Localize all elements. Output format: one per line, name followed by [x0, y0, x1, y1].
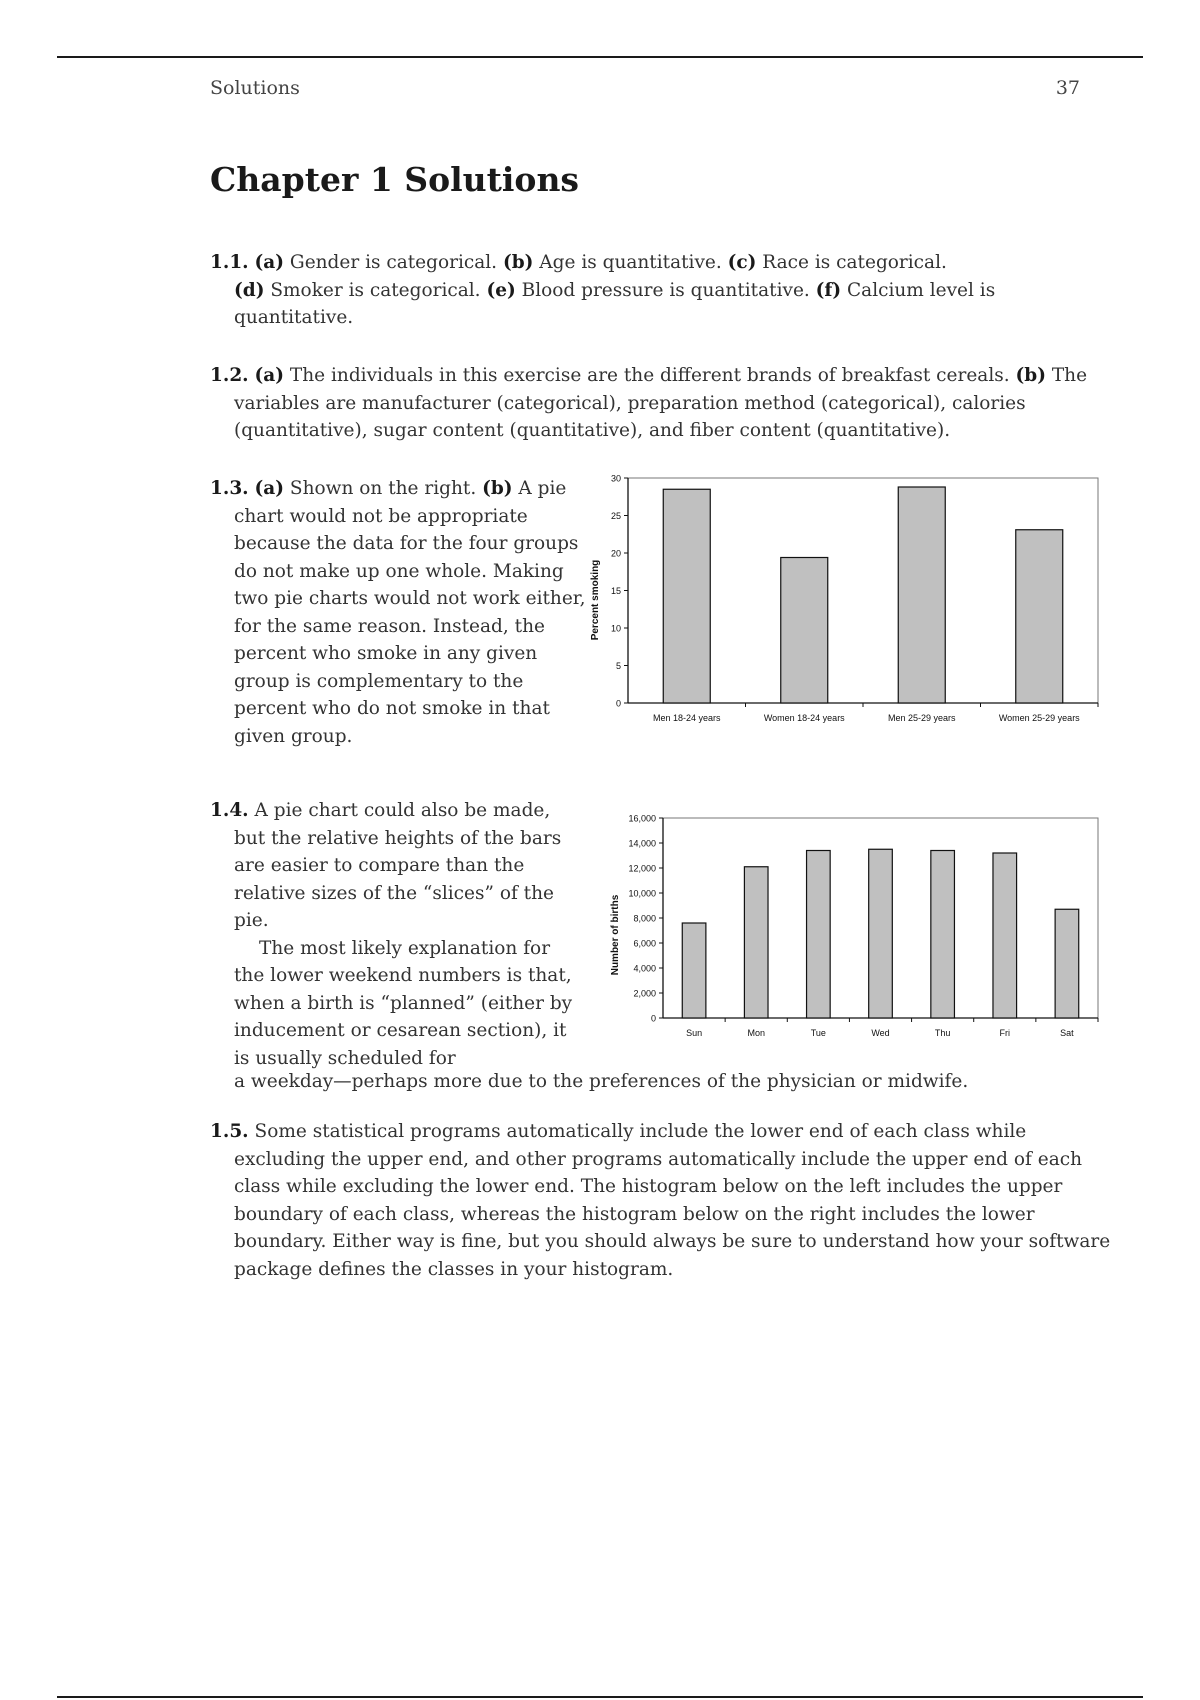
x-tick-label: Tue — [810, 1028, 826, 1038]
y-tick-label: 20 — [610, 548, 621, 559]
part-a-text: Gender is categorical. — [284, 252, 503, 273]
y-tick-label: 30 — [610, 473, 621, 484]
x-tick-label: Men 25-29 years — [887, 713, 956, 723]
part-a-label: (a) — [254, 478, 285, 499]
top-rule — [57, 56, 1143, 58]
problem-number: 1.3. — [210, 478, 249, 499]
x-tick-label: Sat — [1060, 1028, 1074, 1038]
bar — [682, 923, 706, 1018]
bar — [869, 849, 893, 1018]
problem-1-4-text1: A pie chart could also be made, but the relative heights of the bars are easier to compare than the relative sizes of the “slices” of the pie. — [234, 800, 562, 931]
part-b-label: (b) — [482, 478, 513, 499]
part-a-text: Shown on the right. — [284, 478, 483, 499]
part-c-text: Race is categorical. — [756, 252, 947, 273]
x-tick-label: Fri — [999, 1028, 1011, 1038]
births-bar-chart — [600, 807, 1110, 1052]
bar — [807, 851, 831, 1019]
x-tick-label: Thu — [934, 1028, 951, 1038]
problem-1-4 — [210, 797, 580, 1072]
part-b-label: (b) — [1015, 365, 1046, 386]
x-tick-label: Women 25-29 years — [998, 713, 1080, 723]
bottom-rule — [57, 1696, 1143, 1698]
part-e-label: (e) — [486, 279, 516, 301]
problem-number: 1.4. — [210, 800, 249, 821]
x-tick-label: Men 18-24 years — [652, 713, 721, 723]
part-b-text: A pie chart would not be appropriate because the data for the four groups do not make up one whole. Making two pie charts would not work either, for the same reason. Instead, the percent who smoke in any given group is complementary to the percent who do not smoke in that given group. — [234, 478, 586, 747]
problem-1-4-para2: The most likely explanation for the lower weekend numbers is that, when a birth is “planned” (either by inducement or cesarean section), it is usually scheduled for — [234, 937, 573, 1069]
bar — [1016, 530, 1063, 703]
problem-1-5-text: Some statistical programs automatically include the lower end of each class while excluding the upper end, and other programs automatically include the upper end of each class while excluding the lower end. The histogram below on the left includes the upper boundary of each class, whereas the histogram below on the right includes the lower boundary. Either way is fine, but you should always be sure to understand how your software package defines the classes in your histogram. — [234, 1121, 1111, 1280]
problem-1-3 — [210, 475, 592, 750]
problem-number: 1.5. — [210, 1121, 249, 1142]
y-tick-label: 16,000 — [628, 813, 656, 824]
problem-1-1 — [210, 249, 1080, 332]
part-e-text: Blood pressure is quantitative. — [515, 279, 816, 301]
page-number: 37 — [1055, 77, 1080, 99]
bar — [781, 558, 828, 704]
y-tick-label: 0 — [615, 698, 621, 709]
x-tick-label: Mon — [747, 1028, 765, 1038]
part-f-text: Calcium level is quantitative. — [234, 279, 996, 328]
y-tick-label: 5 — [615, 661, 621, 671]
smoking-bar-chart — [580, 466, 1110, 732]
y-tick-label: 25 — [610, 511, 621, 521]
running-header — [210, 77, 1080, 99]
y-tick-label: 10 — [610, 623, 621, 634]
bar — [931, 851, 955, 1019]
y-tick-label: 6,000 — [633, 938, 656, 949]
y-tick-label: 0 — [650, 1013, 656, 1024]
y-tick-label: 10,000 — [628, 888, 656, 899]
part-f-label: (f) — [815, 279, 842, 301]
part-b-label: (b) — [502, 252, 534, 273]
y-axis-label: Number of births — [610, 894, 621, 976]
problem-1-5 — [210, 1118, 1114, 1283]
part-d-label: (d) — [234, 279, 265, 301]
y-tick-label: 4,000 — [633, 963, 656, 974]
y-tick-label: 15 — [610, 586, 621, 596]
part-a-text: The individuals in this exercise are the different brands of breakfast cereals. — [284, 365, 1016, 386]
problem-number: 1.2. — [210, 365, 249, 386]
part-a-label: (a) — [254, 365, 285, 386]
part-b-text: Age is quantitative. — [533, 252, 728, 273]
bar — [663, 489, 710, 703]
bar — [898, 487, 945, 703]
x-tick-label: Wed — [871, 1028, 890, 1038]
bar — [1055, 909, 1079, 1018]
y-tick-label: 2,000 — [633, 988, 656, 999]
part-c-label: (c) — [727, 252, 757, 273]
problem-1-4-continuation: a weekday—perhaps more due to the preferences of the physician or midwife. — [234, 1071, 969, 1092]
problem-number: 1.1. — [210, 252, 249, 273]
running-title: Solutions — [210, 77, 300, 99]
chapter-title: Chapter 1 Solutions — [210, 160, 580, 199]
x-tick-label: Women 18-24 years — [763, 713, 845, 723]
bar — [993, 853, 1017, 1018]
part-b-text: The variables are manufacturer (categorical), preparation method (categorical), calories (quantitative), sugar content (quantitative), and fiber content (quantitative). — [234, 365, 1088, 441]
problem-1-2 — [210, 362, 1114, 445]
part-d-text: Smoker is categorical. — [264, 279, 487, 301]
part-a-label: (a) — [254, 252, 285, 273]
y-tick-label: 12,000 — [628, 863, 656, 874]
y-tick-label: 8,000 — [633, 913, 656, 924]
problem-1-4-para1 — [210, 797, 580, 935]
x-tick-label: Sun — [686, 1028, 703, 1038]
bar — [744, 867, 768, 1018]
y-axis-label: Percent smoking — [590, 559, 601, 641]
y-tick-label: 14,000 — [628, 838, 656, 849]
